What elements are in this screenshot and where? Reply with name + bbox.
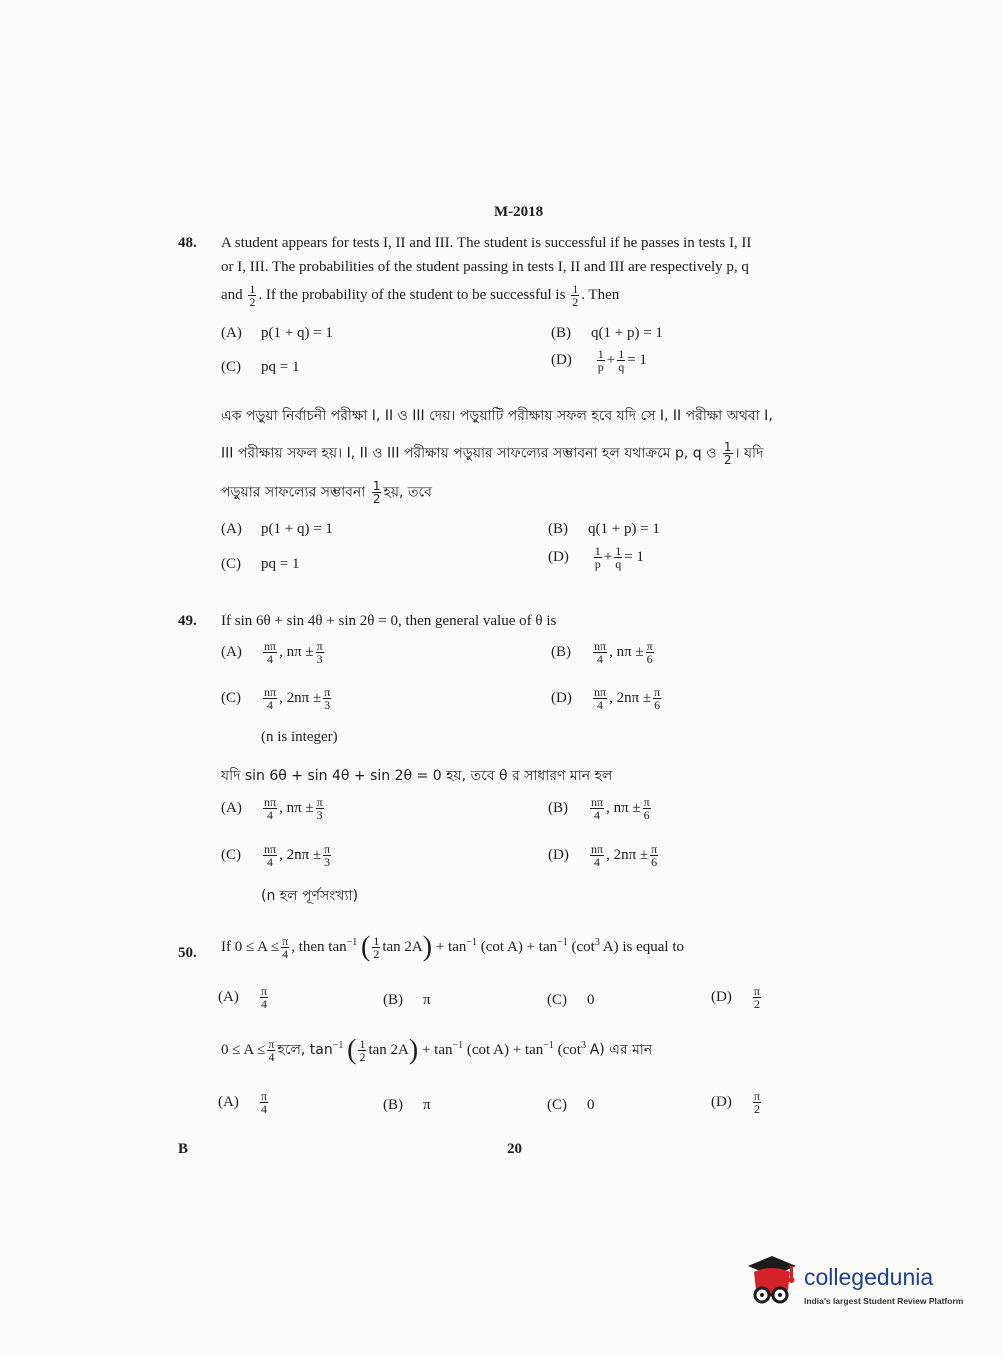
fraction-half: $\frac{1}{2}$ [249,282,256,309]
q49-bn-option-b: (B) $\frac{n\pi}{4}$ , nπ ± $\frac{\pi}{6}$ [548,795,650,822]
q50-bn-stem: 0 ≤ A ≤ $\frac{\pi}{4}$ হলে, $\tan^{-1}$ ( $\frac{1}{2}$ $\tan 2A) + \tan^{-1} (\cot$ $A) + \tan^{-1} (\cot^3$ A) এর মান [221,1034,653,1066]
q50-bn-option-d: (D) $\frac{\pi}{2}$ [711,1089,761,1116]
q50-option-b: (B) π [383,992,431,1008]
q49-option-d: (D) $\frac{n\pi}{4}$ , 2nπ ± $\frac{\pi}{6}$ [551,685,661,712]
q48-number: 48. [178,235,197,251]
q48-bn-option-a: (A) p(1 + q) = 1 [221,521,333,537]
q48-option-c: (C) pq = 1 [221,359,300,375]
q49-option-a: (A) $\frac{n\pi}{4}$ , nπ ± $\frac{\pi}{3}$ [221,639,323,666]
q49-bn-option-c: (C) $\frac{n\pi}{4}$ , 2nπ ± $\frac{\pi}{3}$ [221,842,331,869]
q50-bn-option-a: (A) $\frac{\pi}{4}$ [218,1089,268,1116]
q50-bn-option-c: (C) 0 [547,1097,595,1113]
q49-en-stem: If sin 6θ + sin 4θ + sin 2θ = 0, then general value of θ is [221,613,557,629]
q50-option-d: (D) $\frac{\pi}{2}$ [711,984,761,1011]
logo-tagline: India's largest Student Review Platform [804,1296,964,1306]
exam-code: M-2018 [494,204,544,220]
q49-en-note: (n is integer) [261,729,338,745]
q50-bn-option-b: (B) π [383,1097,431,1113]
q49-bn-note: (n হল পূর্ণসংখ্যা) [261,888,359,904]
q48-option-d: (D) $\frac{1}{p}$ + $\frac{1}{q}$ = 1 [551,347,647,374]
q48-option-b: (B) q(1 + p) = 1 [551,325,663,341]
q49-bn-option-d: (D) $\frac{n\pi}{4}$ , 2nπ ± $\frac{\pi}{6}$ [548,842,658,869]
page-number: 20 [507,1141,522,1157]
q49-bn-option-a: (A) $\frac{n\pi}{4}$ , nπ ± $\frac{\pi}{3}$ [221,795,323,822]
fraction-half: $\frac{1}{2}$ [572,282,579,309]
q48-bn-line2: III পরীক্ষায় সফল হয়। I, II ও III পরীক্ষায় পড়ুয়ার সাফল্যের সম্ভাবনা হল যথাক্রমে p, q ও $\frac{1}{2}$ । যদি [221,440,764,467]
q50-option-a: (A) $\frac{\pi}{4}$ [218,984,268,1011]
q48-bn-option-c: (C) pq = 1 [221,556,300,572]
q48-option-a: (A) p(1 + q) = 1 [221,325,333,341]
q48-en-line3: and $\frac{1}{2}$ . If the probability of the student to be successful is $\frac{1}{2}$ . Then [221,282,620,309]
q50-option-c: (C) 0 [547,992,595,1008]
q50-en-stem: If 0 ≤ A ≤ $\frac{\pi}{4}$ , then $\tan^{-1}$ ( $\frac{1}{2}$ $\tan 2A) + \tan^{-1} (\cot$ $A) + \tan^{-1} (\cot^3$ A) is equal to [221,931,685,963]
q48-en-line2: or I, III. The probabilities of the student passing in tests I, II and III are respectively p, q [221,259,749,275]
q49-bn-stem: যদি sin 6θ + sin 4θ + sin 2θ = 0 হয়, তবে θ র সাধারণ মান হল [221,768,613,784]
q48-bn-line1: এক পড়ুয়া নির্বাচনী পরীক্ষা I, II ও III দেয়। পড়ুয়াটি পরীক্ষায় সফল হবে যদি সে I, II পরীক্ষা অথবা I, [221,408,773,424]
q48-en-line1: A student appears for tests I, II and III. The student is successful if he passes in tests I, II [221,235,752,251]
q49-option-c: (C) $\frac{n\pi}{4}$ , 2nπ ± $\frac{\pi}{3}$ [221,685,331,712]
graduate-mascot-icon [744,1250,802,1310]
q48-bn-line3: পড়ুয়ার সাফল্যের সম্ভাবনা $\frac{1}{2}$ হয়, তবে [221,479,432,506]
q49-number: 49. [178,613,197,629]
logo-wordmark: collegedunia [804,1264,934,1290]
q49-option-b: (B) $\frac{n\pi}{4}$ , nπ ± $\frac{\pi}{6}$ [551,639,653,666]
q48-bn-option-d: (D) $\frac{1}{p}$ + $\frac{1}{q}$ = 1 [548,544,644,571]
q48-bn-option-b: (B) q(1 + p) = 1 [548,521,660,537]
collegedunia-logo[interactable] [744,1250,974,1314]
q50-number: 50. [178,945,197,961]
booklet-letter: B [178,1141,189,1157]
